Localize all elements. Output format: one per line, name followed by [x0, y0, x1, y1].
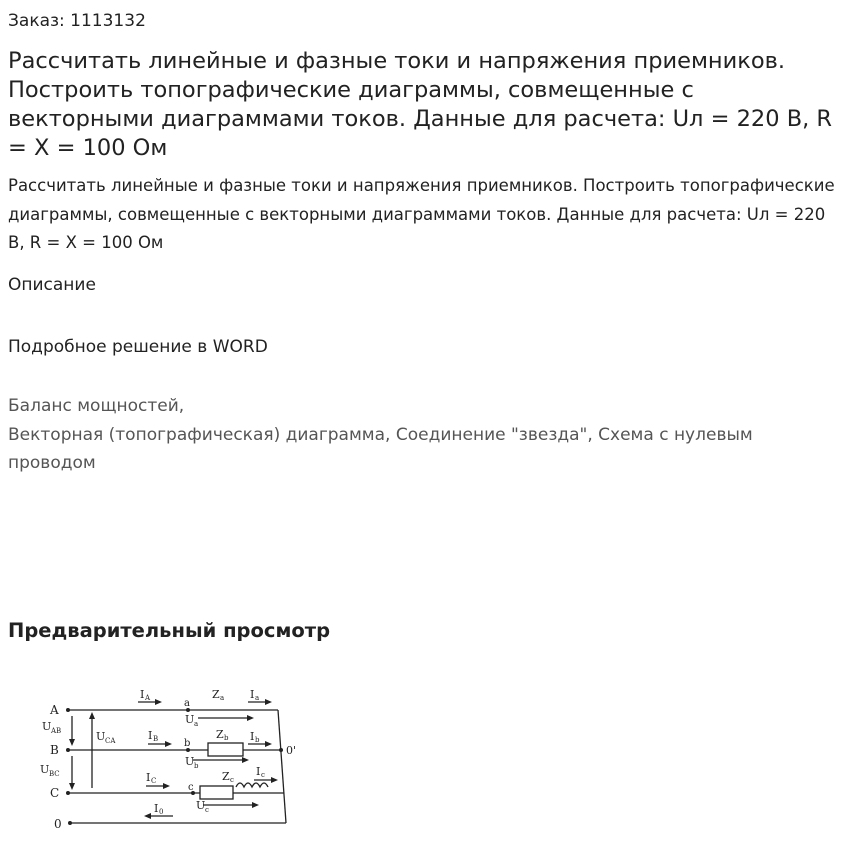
node-0-dot [68, 821, 72, 825]
tag-list [8, 392, 808, 478]
uab-arrowhead [69, 739, 75, 746]
label-ua-sub: a [194, 720, 199, 728]
label-uab: U [42, 720, 52, 733]
label-i0-sub: 0 [159, 808, 164, 816]
description-section-label: Описание [8, 275, 96, 295]
label-ia-sub: A [145, 694, 151, 702]
label-ub-sub: b [194, 762, 199, 770]
node-0prime-dot [279, 748, 283, 752]
uc-phase-arrowhead [252, 802, 259, 808]
node-c-dot [66, 791, 70, 795]
label-ua: U [185, 713, 195, 726]
label-node-0: 0 [54, 817, 62, 831]
label-ib-right: I [250, 730, 255, 743]
task-description: Рассчитать линейные и фазные токи и напряжения приемников. Построить топографические диаграммы, совмещенные с векторными диаграммами токов. Данные для расчета: Uл = 220 В, R = X = 100 Ом [8, 176, 835, 252]
label-node-c: C [50, 786, 60, 800]
circuit-diagram [8, 680, 308, 835]
label-ia-right-sub: a [255, 694, 260, 702]
label-uab-sub: AB [51, 727, 62, 735]
page-title: Рассчитать линейные и фазные токи и напряжения приемников. Построить топографические диаграммы, совмещенные с векторными диаграммами токов. Данные для расчета: Uл = 220 В, R = X = 100 Ом [8, 48, 833, 161]
label-zc-sub: c [230, 776, 234, 784]
i0-arrowhead [144, 813, 151, 819]
label-ubc-sub: BC [49, 770, 60, 778]
label-uc-sub: c [205, 806, 209, 814]
order-number: Заказ: 1113132 [8, 11, 146, 31]
label-i0: I [154, 802, 159, 815]
label-ia: I [140, 688, 145, 701]
impedance-b-box [208, 743, 243, 756]
label-node-b: B [50, 743, 59, 757]
label-uca: U [96, 730, 106, 743]
label-point-b: b [184, 738, 191, 749]
label-ic-right: I [256, 765, 261, 778]
label-ib-sub: B [153, 735, 159, 743]
label-ic: I [146, 771, 151, 784]
impedance-c-box [200, 786, 233, 799]
node-b-dot [66, 748, 70, 752]
label-uca-sub: CA [105, 737, 116, 745]
preview-heading: Предварительный просмотр [8, 619, 331, 642]
ia-arrowhead [155, 699, 162, 705]
label-ic-sub: C [151, 777, 157, 785]
label-zb: Z [216, 728, 224, 741]
label-ic-right-sub: c [261, 771, 265, 779]
ib-arrowhead [165, 741, 172, 747]
ubc-arrowhead [69, 783, 75, 790]
tag-line-1: Баланс мощностей, [8, 396, 185, 416]
ic-arrowhead [163, 783, 170, 789]
label-ub: U [185, 755, 195, 768]
label-za-sub: a [220, 694, 225, 702]
uca-arrowhead [89, 712, 95, 719]
preview-image [8, 680, 308, 835]
star-point-wire [278, 710, 286, 823]
ua-phase-arrowhead [247, 715, 254, 721]
label-uc: U [196, 799, 206, 812]
label-ib-right-sub: b [255, 736, 260, 744]
label-ib: I [148, 729, 153, 742]
inductor-c-coil [236, 783, 268, 787]
ub-phase-arrowhead [242, 757, 249, 763]
description-detail: Подробное решение в WORD [8, 337, 268, 357]
label-ubc: U [40, 763, 50, 776]
ib-right-arrowhead [265, 741, 272, 747]
label-za: Z [212, 688, 220, 701]
node-a-dot [66, 708, 70, 712]
ic-right-arrowhead [271, 777, 278, 783]
label-zb-sub: b [224, 734, 229, 742]
label-point-c: c [188, 782, 194, 793]
label-zc: Z [222, 770, 230, 783]
label-ia-right: I [250, 688, 255, 701]
label-node-a: A [50, 703, 59, 717]
tag-line-2: Векторная (топографическая) диаграмма, Соединение "звезда", Схема с нулевым проводом [8, 424, 753, 473]
ia-right-arrowhead [265, 699, 272, 705]
label-node-0prime: 0' [286, 744, 297, 757]
label-point-a: a [184, 698, 190, 709]
